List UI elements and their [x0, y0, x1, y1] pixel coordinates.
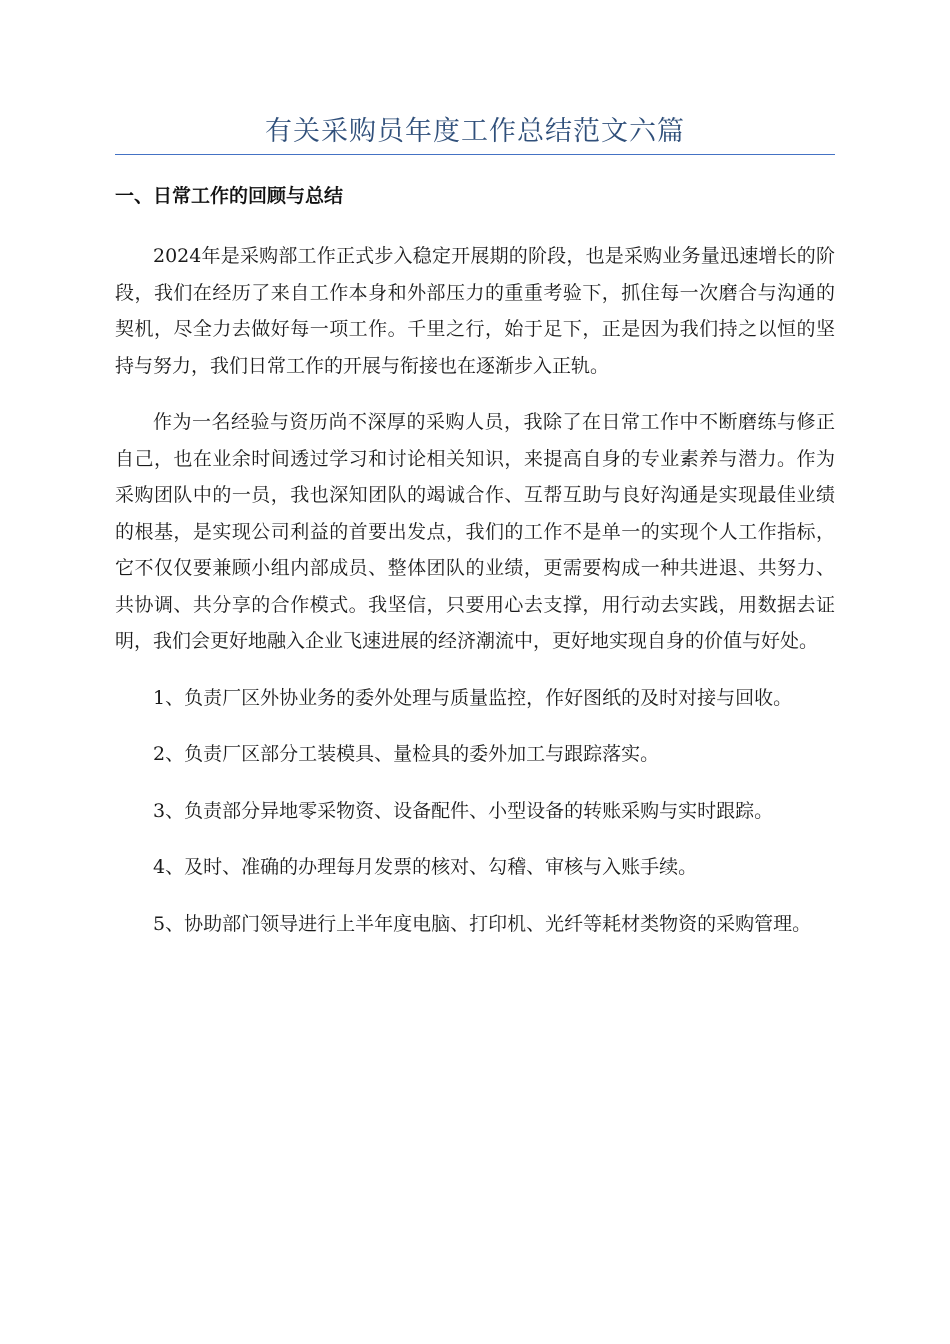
- list-item-5: 5、协助部门领导进行上半年度电脑、打印机、光纤等耗材类物资的采购管理。: [153, 912, 812, 935]
- paragraph-intro: 2024年是采购部工作正式步入稳定开展期的阶段，也是采购业务量迅速增长的阶段，我们在经历了来自工作本身和外部压力的重重考验下，抓住每一次磨合与沟通的契机，尽全力去做好每一项工作。千里之行，始于足下，正是因为我们持之以恒的坚持与努力，我们日常工作的开展与衔接也在逐渐步入正轨。: [115, 245, 835, 377]
- title-underline: [115, 154, 835, 155]
- document-title: 有关采购员年度工作总结范文六篇: [265, 116, 685, 147]
- title-block: [115, 112, 835, 152]
- section-heading: 一、日常工作的回顾与总结: [115, 185, 344, 207]
- list-item-3: 3、负责部分异地零采物资、设备配件、小型设备的转账采购与实时跟踪。: [153, 799, 774, 822]
- list-item-2: 2、负责厂区部分工装模具、量检具的委外加工与跟踪落实。: [153, 743, 660, 765]
- document-body: [115, 178, 835, 962]
- paragraph-team: 作为一名经验与资历尚不深厚的采购人员，我除了在日常工作中不断磨练与修正自己，也在业余时间透过学习和讨论相关知识，来提高自身的专业素养与潜力。作为采购团队中的一员，我也深知团队的竭诚合作、互帮互助与良好沟通是实现最佳业绩的根基，是实现公司利益的首要出发点，我们的工作不是单一的实现个人工作指标，它不仅仅要兼顾小组内部成员、整体团队的业绩，更需要构成一种共进退、共努力、共协调、共分享的合作模式。我坚信，只要用心去支撑，用行动去实践，用数据去证明，我们会更好地融入企业飞速进展的经济潮流中，更好地实现自身的价值与好处。: [115, 411, 835, 652]
- list-item-1: 1、负责厂区外协业务的委外处理与质量监控，作好图纸的及时对接与回收。: [153, 686, 793, 709]
- list-item-4: 4、及时、准确的办理每月发票的核对、勾稽、审核与入账手续。: [153, 856, 698, 878]
